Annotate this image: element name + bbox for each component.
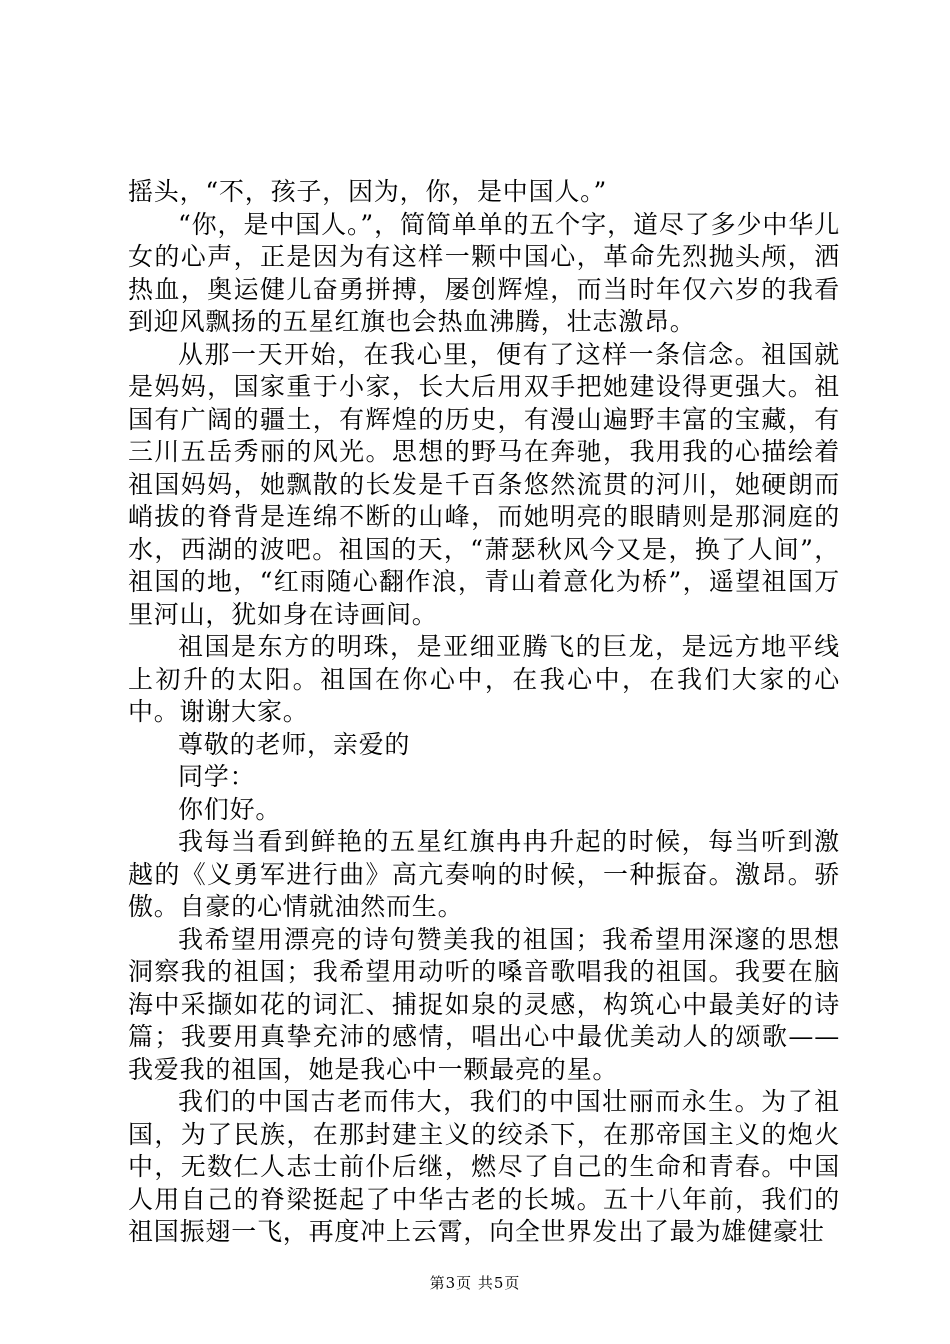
paragraph-3: 从那一天开始，在我心里，便有了这样一条信念。祖国就是妈妈，国家重于小家，长大后用双手把她建设得更强大。祖国有广阔的疆土，有辉煌的历史，有漫山遍野丰富的宝藏，有三川五岳秀丽的风光。思想的野马在奔驰，我用我的心描绘着祖国妈妈，她飘散的长发是千百条悠然流贯的河川，她硬朗而峭拔的脊背是连绵不断的山峰，而她明亮的眼睛则是那洞庭的水，西湖的波吧。祖国的天，“萧瑟秋风今又是，换了人间”，祖国的地，“红雨随心翻作浪，青山着意化为桥”，遥望祖国万里河山，犹如身在诗画间。 bbox=[128, 339, 840, 629]
paragraph-7: 我们的中国古老而伟大，我们的中国壮丽而永生。为了祖国，为了民族，在那封建主义的绞杀下，在那帝国主义的炮火中，无数仁人志士前仆后继，燃尽了自己的生命和青春。中国人用自己的脊梁挺起了中华古老的长城。五十八年前，我们的祖国振翅一飞，再度冲上云霄，向全世界发出了最为雄健豪壮 bbox=[128, 1087, 840, 1246]
paragraph-4: 祖国是东方的明珠，是亚细亚腾飞的巨龙，是远方地平线上初升的太阳。祖国在你心中，在我心中，在我们大家的心中。谢谢大家。 bbox=[128, 632, 840, 726]
paragraph-2: “你，是中国人。”，简简单单的五个字，道尽了多少中华儿女的心声，正是因为有这样一颗中国心，革命先烈抛头颅，洒热血，奥运健儿奋勇拼搏，屡创辉煌，而当时年仅六岁的我看到迎风飘扬的五星红旗也会热血沸腾，壮志激昂。 bbox=[128, 209, 840, 336]
paragraph-1: 摇头，“不，孩子，因为，你，是中国人。” bbox=[128, 177, 608, 206]
greeting-line: 你们好。 bbox=[178, 794, 282, 824]
paragraph-5: 我每当看到鲜艳的五星红旗冉冉升起的时候，每当听到激越的《义勇军进行曲》高亢奏响的时候，一种振奋。激昂。骄傲。自豪的心情就油然而生。 bbox=[128, 827, 840, 921]
document-body bbox=[128, 176, 840, 1249]
paragraph-6: 我希望用漂亮的诗句赞美我的祖国；我希望用深邃的思想洞察我的祖国；我希望用动听的嗓音歌唱我的祖国。我要在脑海中采撷如花的词汇、捕捉如泉的灵感，构筑心中最美好的诗篇；我要用真挚充沛的感情，唱出心中最优美动人的颂歌——我爱我的祖国，她是我心中一颗最亮的星。 bbox=[128, 924, 840, 1084]
salutation-line-2: 同学： bbox=[178, 762, 256, 791]
page-number-footer: 第3页 共5页 bbox=[429, 1274, 521, 1292]
salutation-line-1: 尊敬的老师，亲爱的 bbox=[178, 729, 411, 759]
